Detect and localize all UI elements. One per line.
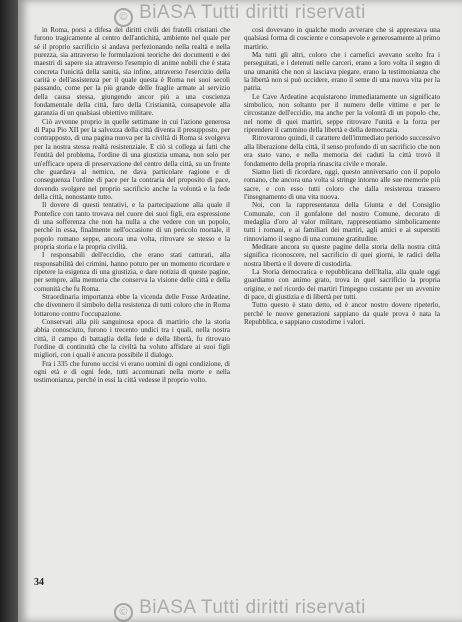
paragraph: Ciò avvenne proprio in quelle settimane in cui l'azione generosa di Papa Pio XII per la salvezza della città diventa il presupposto, per contrapposto, di una pagina nuova per la civiltà di Roma si svolgeva per la nostra stessa realtà resistenziale. E ciò si collega ai fatti che l'entità del problema, l'ordine di una giustizia umana, non solo per un'efficace opera di preservazione del centro della città, su un fronte che guardava al nemico, ne dava particolare ragione e di conseguenza l'ordine di pace per la contraria del proposito di pace, dovendo svolgere nel proprio sacrificio anche la volontà e la fede della città, nonostante tutto. xyxy=(34,117,230,201)
paragraph: Tutto questo è stato detto, ed è ancor nostro dovere ripeterlo, perché le nuove generazioni sappiano da quale prova è nata la Repubblica, e sappiano custodirne i valori. xyxy=(244,301,440,327)
watermark-bottom xyxy=(18,597,462,622)
paragraph: Conservati alla più sanguinosa epoca di martirio che la storia abbia conosciuto, furono i trecento undici tra i quali, nella nostra città, il campo di battaglia della fede e della libertà, fu ritrovato l'ordine di continuità che la civiltà ha voluto affidare ai suoi figli migliori, con i quali è ancora possibile il dialogo. xyxy=(34,318,230,360)
page-number: 34 xyxy=(34,577,44,588)
paragraph: Straordinaria importanza ebbe la vicenda delle Fosse Ardeatine, che divennero il simbolo della resistenza di tutti coloro che in Roma lottarono contro l'occupazione. xyxy=(34,293,230,318)
scanned-page xyxy=(18,0,462,622)
copyright-logo-icon: © xyxy=(114,8,133,27)
paragraph: Le Cave Ardeatine acquistarono immediatamente un significato simbolico, non soltanto per il numero delle vittime e per le circostanze dell'eccidio, ma anche per la volontà di un popolo che, nel nome di quei martiri, seppe ritrovare l'unità e la forza per riprendere il cammino della libertà e della democrazia. xyxy=(244,92,440,135)
paragraph: Siamo lieti di ricordare, oggi, questo anniversario con il popolo romano, che ancora una volta si stringe intorno alle sue memorie più sacre, e con esso tutti coloro che dalla resistenza trassero l'insegnamento di una vita nuova. xyxy=(244,167,440,201)
paragraph: Meditare ancora su queste pagine della storia della nostra città significa riconoscere, nel sacrificio di quei giorni, le radici della nostra libertà e il dovere di custodirla. xyxy=(244,242,440,268)
paragraph: I responsabili dell'eccidio, che erano stati catturati, alla responsabilità dei crimini, hanno potuto per un momento ricordare e ripetere la esigenza di una giustizia, e dare notizia di queste pagine, per sempre, alla memoria che conserva la visione delle città e della comunità che fu Roma. xyxy=(34,251,230,293)
watermark-bottom-text: BiASA Tutti diritti riservati xyxy=(139,597,366,618)
paragraph: La Storia democratica e repubblicana dell'Italia, alla quale oggi guardiamo con animo grato, trova in quel sacrificio la propria origine, e nel ricordo dei martiri l'impegno costante per un avvenire di pace, di giustizia e di libertà per tutti. xyxy=(244,267,440,301)
watermark-top xyxy=(18,2,462,27)
paragraph: Ma tutti gli altri, coloro che i carnefici avevano scelto fra i perseguitati, e i detenuti nelle carceri, erano a loro volta il segno di una umanità che non si lasciava piegare, erano la testimonianza che la libertà non si può uccidere, erano il seme di una nuova vita per la patria. xyxy=(244,51,440,93)
paragraph: così dovevano in qualche modo avverare che si apprestava una qualsiasi forma di cosciente e consapevole e generosamente al primo martirio. xyxy=(244,26,440,51)
text-column-right xyxy=(244,26,440,586)
watermark-top-text: BiASA Tutti diritti riservati xyxy=(139,2,366,23)
paragraph: Fra i 335 che furono uccisi vi erano uomini di ogni condizione, di ogni età e di ogni fede, tutti accomunati nella morte e nella testimonianza, perché in essi la città vedesse il proprio volto. xyxy=(34,359,230,385)
paragraph: in Roma, porsi a difesa dei diritti civili dei fratelli cristiani che furono tragicamente al centro dell'antichità, ambiente nel quale per sé il proprio sacrificio si andava perfezionando nella realtà e nella purezza, sia attraverso le formulazioni teoriche dei documenti e dei maestri di sapere sia attraverso l'esempio di anime nobili che è stata concreta l'unicità della sanità, sia infine, attraverso l'esercizio della carità e dell'assistenza per il quale questa è Roma nei suoi secoli passando, come per la più grande delle fraglie armate al servizio della causa stessa, giungendo ancor più a una coscienza fondamentale della città, faro della Cristianità, consapevole alla garanzia di un qualsiasi obiettivo militare. xyxy=(34,26,230,118)
paragraph: Noi, con la rappresentanza della Giunta e del Consiglio Comunale, con il gonfalone del nostro Comune, decorato di medaglia d'oro al valor militare, rappresentiamo simbolicamente tutti i romani, e ai familiari dei martiri, agli amici e ai superstiti rinnoviamo il segno di una comune gratitudine. xyxy=(244,201,440,243)
paragraph: Ritrovarono quindi, il carattere dell'immediato periodo successivo alla liberazione della città, il senso profondo di un sacrificio che non era stato vano, e nella memoria dei caduti la città trovò il fondamento della propria rinascita civile e morale. xyxy=(244,134,440,168)
copyright-logo-icon: © xyxy=(114,603,133,622)
text-column-left xyxy=(34,26,230,586)
paragraph: Il dovere di questi tentativi, e la partecipazione alla quale il Pontefice con tanto trovava nel cuore dei suoi figli, era espressione di una sofferenza che non ha nulla a che vedere con un popolo, perché in essa, finalmente nell'occasione di un pericolo mortale, il popolo romano seppe, ancora una volta, ritrovare se stesso e la propria storia e la propria civiltà. xyxy=(34,201,230,251)
